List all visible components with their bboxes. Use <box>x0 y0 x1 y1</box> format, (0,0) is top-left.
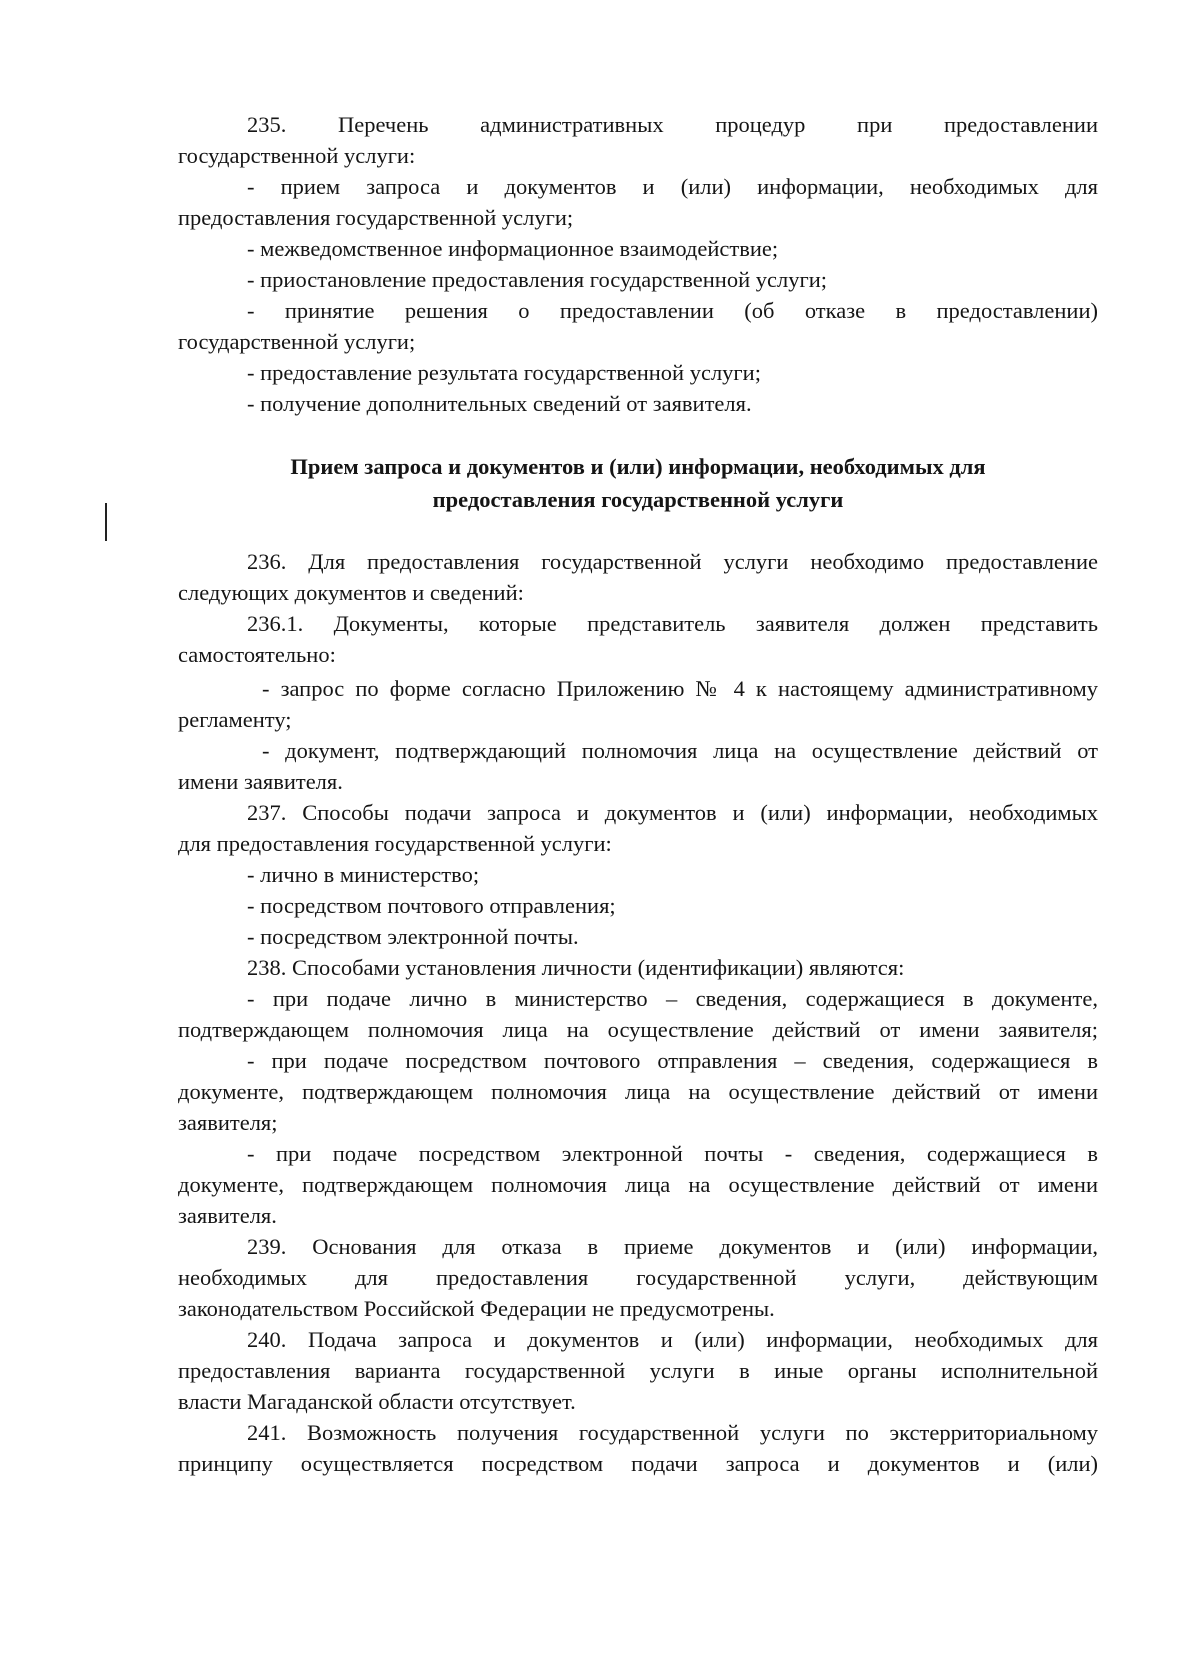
paragraph-236-1-line-1: 236.1. Документы, которые представитель заявителя должен представить <box>247 611 1098 636</box>
paragraph-237-line-1: 237. Способы подачи запроса и документов и (или) информации, необходимых <box>247 800 1098 825</box>
paragraph-235-line-1: 235. Перечень административных процедур при предоставлении <box>247 112 1098 137</box>
list-item-line-2: документе, подтверждающем полномочия лица на осуществление действий от имени <box>178 1079 1098 1104</box>
section-heading-line-2: предоставления государственной услуги <box>432 487 844 512</box>
list-item-line-2: предоставления государственной услуги; <box>178 205 574 230</box>
list-item: - посредством почтового отправления; <box>247 893 616 918</box>
list-item-line-2: имени заявителя. <box>178 769 343 794</box>
margin-bar <box>105 503 107 541</box>
paragraph-236-line-1: 236. Для предоставления государственной услуги необходимо предоставление <box>247 549 1098 574</box>
list-item: - приостановление предоставления государственной услуги; <box>247 267 828 292</box>
list-item: - получение дополнительных сведений от заявителя. <box>247 391 752 416</box>
list-item-line-2: государственной услуги; <box>178 329 416 354</box>
paragraph-237-line-2: для предоставления государственной услуги: <box>178 831 612 856</box>
list-item: - межведомственное информационное взаимодействие; <box>247 236 779 261</box>
paragraph-236-1-line-2: самостоятельно: <box>178 642 336 667</box>
list-item: - лично в министерство; <box>247 862 480 887</box>
paragraph-238: 238. Способами установления личности (идентификации) являются: <box>247 955 905 980</box>
paragraph-236-line-2: следующих документов и сведений: <box>178 580 524 605</box>
paragraph-239-line-1: 239. Основания для отказа в приеме документов и (или) информации, <box>247 1234 1098 1259</box>
list-item: - предоставление результата государственной услуги; <box>247 360 761 385</box>
paragraph-241-line-2: принципу осуществляется посредством подачи запроса и документов и (или) <box>178 1451 1098 1476</box>
list-item-line-2: регламенту; <box>178 707 292 732</box>
list-item-line-1: - прием запроса и документов и (или) информации, необходимых для <box>247 174 1098 199</box>
paragraph-241-line-1: 241. Возможность получения государственной услуги по экстерриториальному <box>247 1420 1098 1445</box>
list-item-line-1: - принятие решения о предоставлении (об отказе в предоставлении) <box>247 298 1098 323</box>
list-item-line-2: подтверждающем полномочия лица на осуществление действий от имени заявителя; <box>178 1017 1098 1042</box>
paragraph-239-line-3: законодательством Российской Федерации не предусмотрены. <box>178 1296 775 1321</box>
paragraph-240-line-2: предоставления варианта государственной услуги в иные органы исполнительной <box>178 1358 1098 1383</box>
paragraph-239-line-2: необходимых для предоставления государственной услуги, действующим <box>178 1265 1098 1290</box>
list-item-line-1: - при подаче лично в министерство – сведения, содержащиеся в документе, <box>247 986 1098 1011</box>
list-item-line-3: заявителя; <box>178 1110 278 1135</box>
list-item-line-3: заявителя. <box>178 1203 277 1228</box>
list-item-line-1: - при подаче посредством электронной почты - сведения, содержащиеся в <box>247 1141 1098 1166</box>
paragraph-240-line-1: 240. Подача запроса и документов и (или) информации, необходимых для <box>247 1327 1098 1352</box>
list-item: - посредством электронной почты. <box>247 924 579 949</box>
list-item-line-1: - запрос по форме согласно Приложению № 4 к настоящему административному <box>262 676 1098 701</box>
list-item-line-1: - при подаче посредством почтового отправления – сведения, содержащиеся в <box>247 1048 1098 1073</box>
section-heading-line-1: Прием запроса и документов и (или) информации, необходимых для <box>290 454 986 479</box>
list-item-line-2: документе, подтверждающем полномочия лица на осуществление действий от имени <box>178 1172 1098 1197</box>
list-item-line-1: - документ, подтверждающий полномочия лица на осуществление действий от <box>262 738 1098 763</box>
paragraph-235-line-2: государственной услуги: <box>178 143 416 168</box>
paragraph-240-line-3: власти Магаданской области отсутствует. <box>178 1389 576 1414</box>
